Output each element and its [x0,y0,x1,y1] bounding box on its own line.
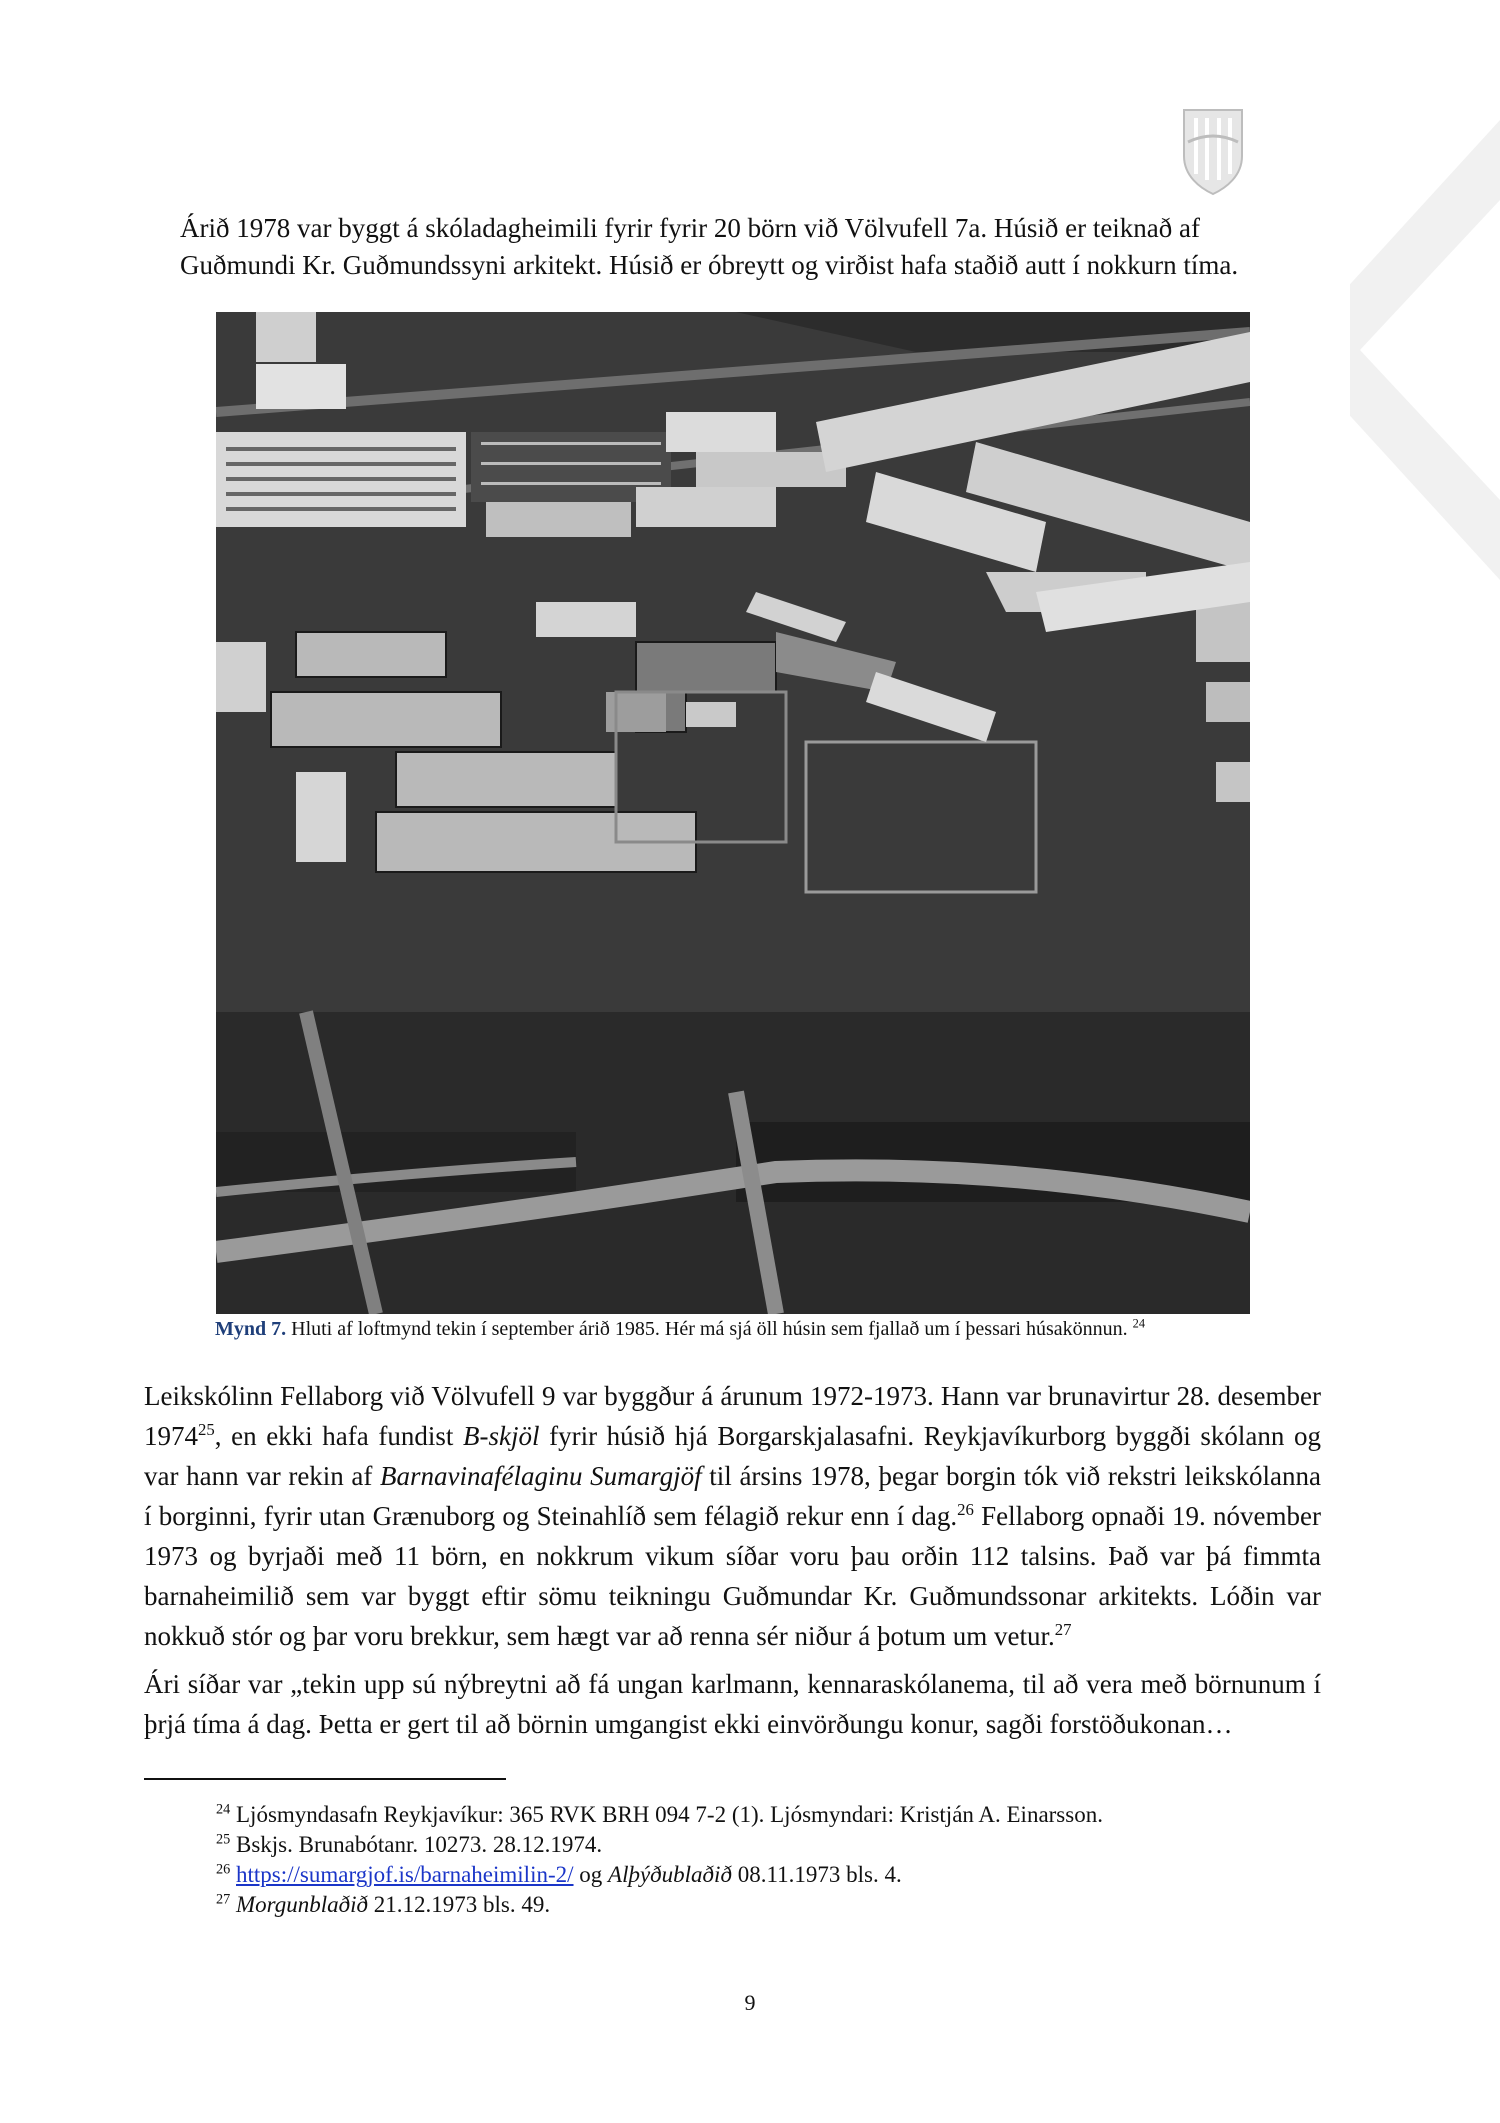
footnote-26: $^{26}$ https://sumargjof.is/barnaheimilin-2/ og Alþýðublaðið 08.11.1973 bls. 4. [216,1861,902,1887]
paragraph-quote: Ári síðar var „tekin upp sú nýbreytni að fá ungan karlmann, kennaraskólanema, til að vera með börnunum í þrjá tíma á dag. Þetta er gert til að börnin umgangist ekki einvörðungu konur, sagði forstöðukonan… [144,1669,1321,1739]
sumargjof-link[interactable]: https://sumargjof.is/barnaheimilin-2/ [236,1862,574,1887]
footnote-ref-24[interactable]: 24 [1132,1316,1146,1331]
city-crest-logo [1182,108,1244,196]
footnote-ref-27[interactable]: 27 [1054,1620,1072,1639]
intro-paragraph: Árið 1978 var byggt á skóladagheimili fyrir fyrir 20 börn við Völvufell 7a. Húsið er teiknað af Guðmundi Kr. Guðmundssyni arkitekt. Húsið er óbreytt og virðist hafa staðið autt í nokkurn tíma. [180,213,1239,280]
footnote-divider [144,1778,506,1780]
footnote-27: $^{27}$ Morgunblaðið 21.12.1973 bls. 49. [216,1891,551,1917]
aerial-photo [216,312,1250,1314]
footnote-ref-26[interactable]: 26 [957,1500,974,1519]
footnote-24: $^{24}$ Ljósmyndasafn Reykjavíkur: 365 RVK BRH 094 7-2 (1). Ljósmyndari: Kristján A. Einarsson. [216,1801,1103,1827]
footnote-ref-25[interactable]: 25 [198,1420,215,1439]
watermark-chevron [1350,120,1500,640]
figure-label: Mynd 7. [215,1318,287,1340]
figure-caption: Mynd 7. Hluti af loftmynd tekin í september árið 1985. Hér má sjá öll húsin sem fjallað um í þessari húsakönnun. $^{24}$ [215,1316,1146,1340]
footnotes [216,1800,1316,1920]
page-number: 9 [744,1990,756,2015]
footnote-25: $^{25}$ Bskjs. Brunabótanr. 10273. 28.12.1974. [216,1831,603,1857]
paragraph-fellaborg: Leikskólinn Fellaborg við Völvufell 9 var byggður á árunum 1972-1973. Hann var brunavirtur 28. desember 1974$^{25}$, en ekki hafa fundist B-skjöl fyrir húsið hjá Borgarskjalasafni. Reykjavíkurborg byggði skólann og var hann var rekin af Barnavinafélaginu Sumargjöf til ársins 1978, þegar borgin tók við rekstri leikskólanna í borginni, fyrir utan Grænuborg og Steinahlíð sem félagið rekur enn í dag.$^{26}$ Fellaborg opnaði 19. nóvember 1973 og byrjaði með 11 börn, en nokkrum vikum síðar voru þau orðin 112 talsins. Það var þá fimmta barnaheimilið sem var byggt eftir sömu teikningu Guðmundar Kr. Guðmundssonar arkitekts. Lóðin var nokkuð stór og þar voru brekkur, sem hægt var að renna sér niður á þotum um vetur.$^{27}$ [144,1381,1322,1651]
